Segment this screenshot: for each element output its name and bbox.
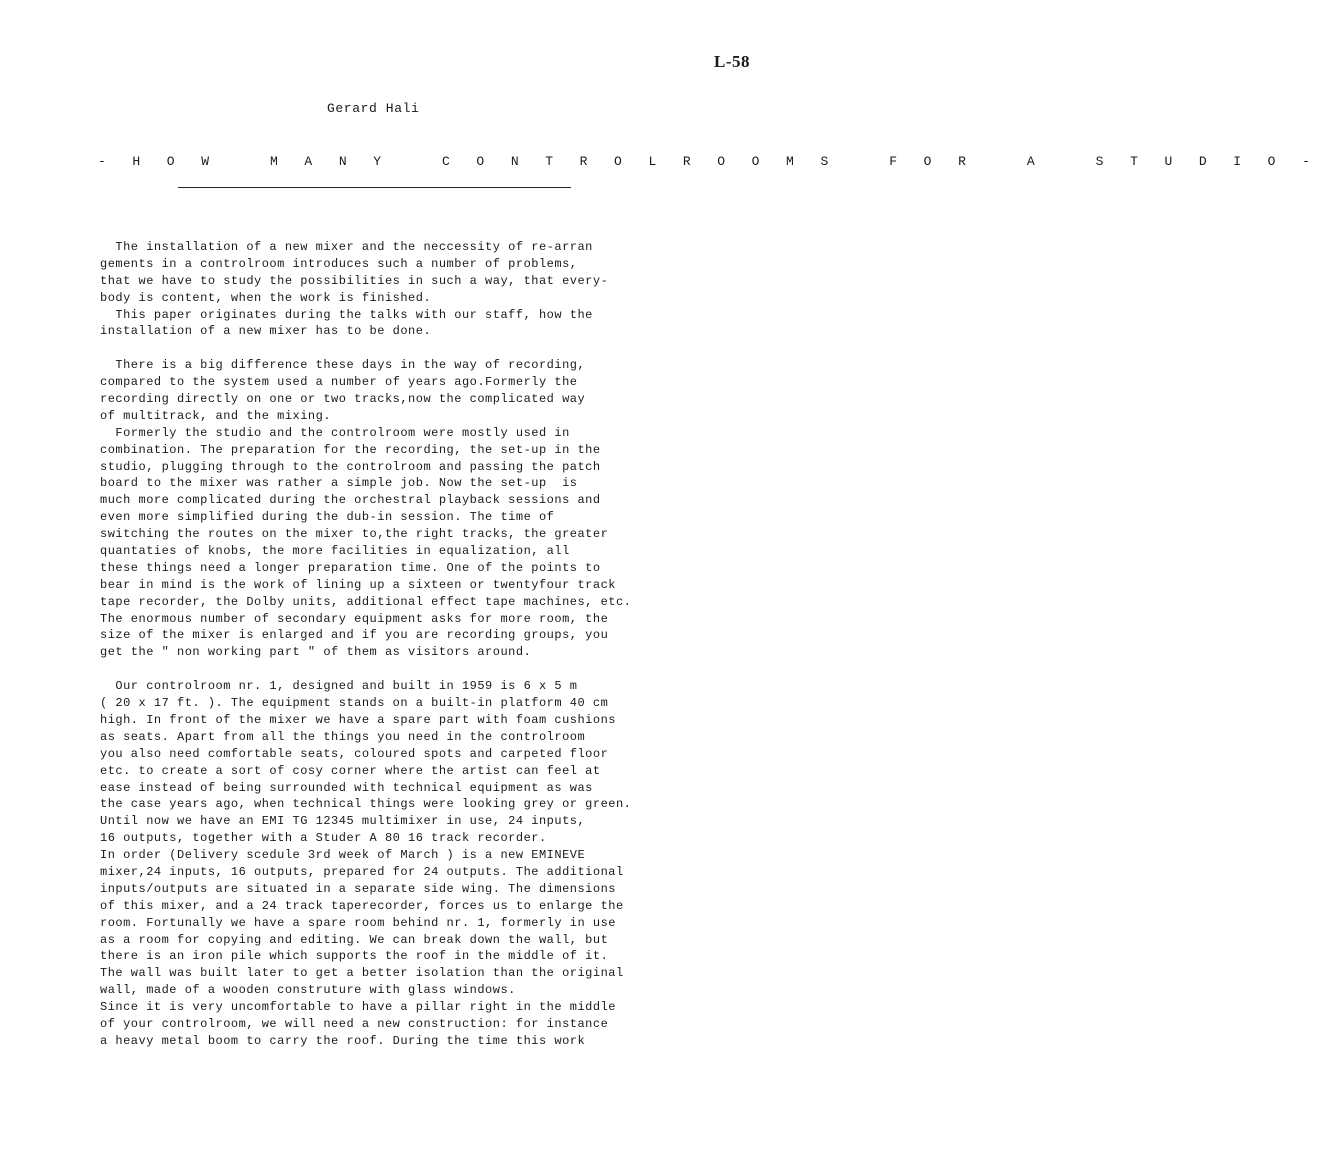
text-line: high. In front of the mixer we have a spare part with foam cushions (100, 712, 616, 727)
text-line: body is content, when the work is finished. (100, 290, 432, 305)
text-line: the case years ago, when technical things were looking grey or green. (100, 797, 632, 812)
text-line: etc. to create a sort of cosy corner where the artist can feel at (100, 763, 601, 778)
text-line: ease instead of being surrounded with technical equipment as was (100, 780, 593, 795)
text-line: There is a big difference these days in the way of recording, (100, 358, 586, 373)
text-line: studio, plugging through to the controlroom and passing the patch (100, 459, 601, 474)
text-line: mixer,24 inputs, 16 outputs, prepared for 24 outputs. The additional (100, 864, 624, 879)
text-line: quantaties of knobs, the more facilities in equalization, all (100, 544, 570, 559)
text-line: get the " non working part " of them as visitors around. (100, 645, 532, 660)
paragraph (100, 678, 760, 1050)
text-line: tape recorder, the Dolby units, additional effect tape machines, etc. (100, 594, 632, 609)
text-line: installation of a new mixer has to be done. (100, 324, 432, 339)
text-line: size of the mixer is enlarged and if you are recording groups, you (100, 628, 609, 643)
paragraph-gap (100, 661, 760, 678)
author-name: Gerard Hali (327, 101, 420, 116)
text-line: This paper originates during the talks with our staff, how the (100, 307, 593, 322)
text-line: switching the routes on the mixer to,the right tracks, the greater (100, 527, 609, 542)
text-line: Until now we have an EMI TG 12345 multimixer in use, 24 inputs, (100, 814, 586, 829)
text-line: In order (Delivery scedule 3rd week of March ) is a new EMINEVE (100, 848, 586, 863)
text-line: a heavy metal boom to carry the roof. During the time this work (100, 1033, 586, 1048)
text-line: Our controlroom nr. 1, designed and built in 1959 is 6 x 5 m (100, 679, 578, 694)
text-line: of this mixer, and a 24 track taperecorder, forces us to enlarge the (100, 898, 624, 913)
text-line: 16 outputs, together with a Studer A 80 16 track recorder. (100, 831, 547, 846)
text-line: inputs/outputs are situated in a separate side wing. The dimensions (100, 881, 616, 896)
text-line: Since it is very uncomfortable to have a pillar right in the middle (100, 1000, 616, 1015)
text-line: The enormous number of secondary equipment asks for more room, the (100, 611, 609, 626)
text-line: as seats. Apart from all the things you need in the controlroom (100, 729, 586, 744)
paper-title: - H O W M A N Y C O N T R O L R O O M S F O R A S T U D I O - (98, 154, 1319, 169)
text-line: there is an iron pile which supports the roof in the middle of it. (100, 949, 609, 964)
text-line: bear in mind is the work of lining up a sixteen or twentyfour track (100, 577, 616, 592)
paragraph (100, 357, 760, 661)
text-line: gements in a controlroom introduces such a number of problems, (100, 256, 578, 271)
text-line: wall, made of a wooden construture with glass windows. (100, 983, 516, 998)
text-line: Formerly the studio and the controlroom were mostly used in (100, 425, 570, 440)
title-underline (178, 187, 571, 188)
text-line: of your controlroom, we will need a new construction: for instance (100, 1016, 609, 1031)
text-line: The installation of a new mixer and the neccessity of re-arran (100, 240, 593, 254)
text-line: compared to the system used a number of years ago.Formerly the (100, 375, 578, 390)
page-number: L-58 (714, 52, 750, 71)
text-line: combination. The preparation for the recording, the set-up in the (100, 442, 601, 457)
text-line: board to the mixer was rather a simple job. Now the set-up is (100, 476, 578, 491)
text-line: as a room for copying and editing. We can break down the wall, but (100, 932, 609, 947)
text-line: even more simplified during the dub-in session. The time of (100, 510, 555, 525)
text-line: that we have to study the possibilities in such a way, that every- (100, 273, 609, 288)
paragraph-gap (100, 340, 760, 357)
text-line: ( 20 x 17 ft. ). The equipment stands on a built-in platform 40 cm (100, 696, 609, 711)
text-line: room. Fortunally we have a spare room behind nr. 1, formerly in use (100, 915, 616, 930)
text-line: much more complicated during the orchestral playback sessions and (100, 493, 601, 508)
body-text (100, 239, 760, 1050)
text-line: The wall was built later to get a better isolation than the original (100, 966, 624, 981)
text-line: of multitrack, and the mixing. (100, 408, 332, 423)
paragraph (100, 239, 760, 340)
text-line: recording directly on one or two tracks,now the complicated way (100, 392, 586, 407)
text-line: you also need comfortable seats, coloured spots and carpeted floor (100, 746, 609, 761)
text-line: these things need a longer preparation time. One of the points to (100, 560, 601, 575)
